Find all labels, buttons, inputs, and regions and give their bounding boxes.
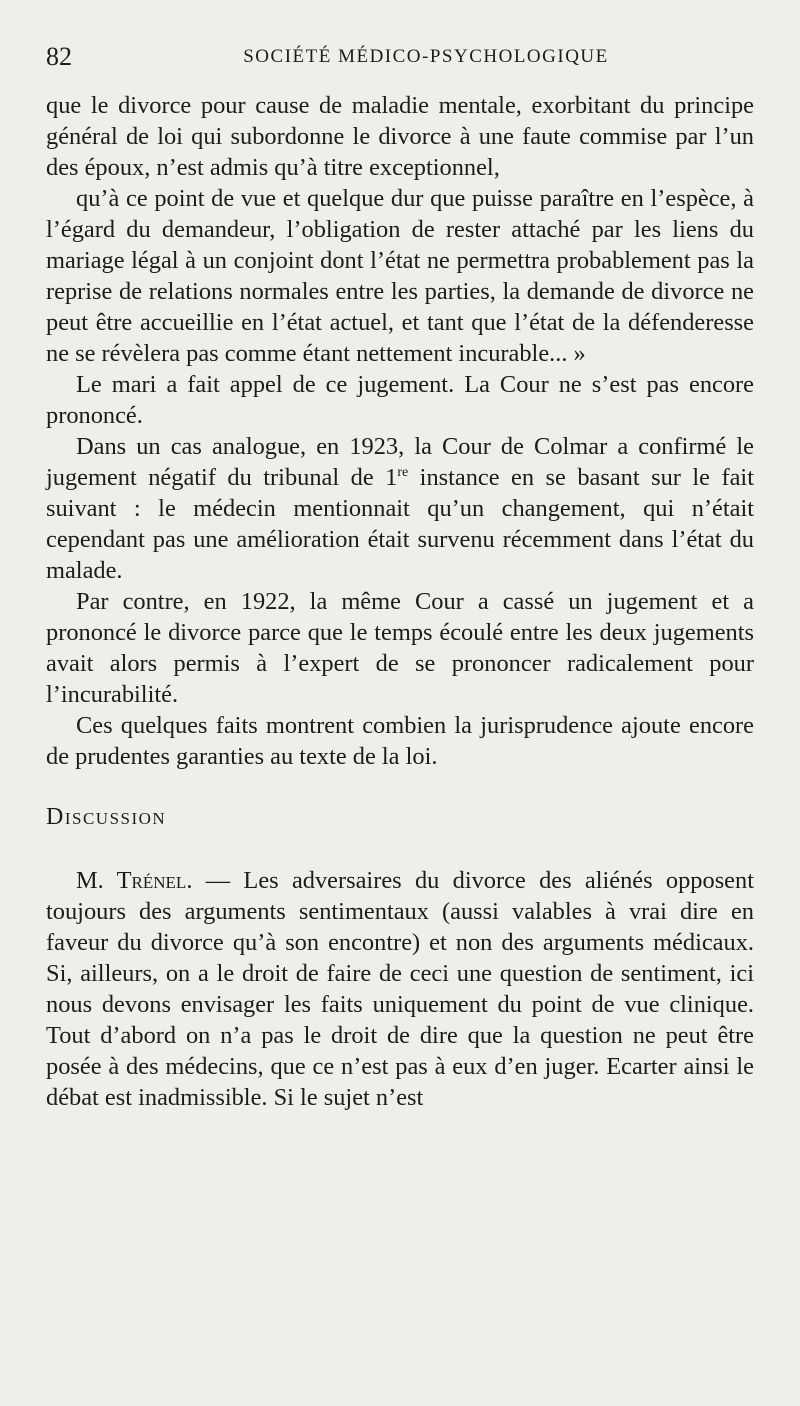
paragraph-point-de-vue: qu’à ce point de vue et quelque dur que puisse paraître en l’espèce, à l’égard du demandeur, l’obligation de rester attaché par les liens du mariage légal à un conjoint dont l’état ne permettra probablement pas la reprise de relations normales entre les parties, la demande de divorce ne peut être accueillie en l’état actuel, et tant que l’état de la défenderesse ne se révèlera pas comme étant nettement incurable... » <box>46 185 754 367</box>
trenel-text: Les adversaires du divorce des aliénés opposent toujours des arguments sentimentaux (aussi valables à vrai dire en faveur du divorce qu’à son encontre) et non des arguments médicaux. Si, ailleurs, on a le droit de faire de ceci une question de sentiment, ici nous devons envisager les faits uniquement du point de vue clinique. Tout d’abord on n’a pas le droit de dire que la question ne peut être posée à des médecins, que ce n’est pas à eux d’en juger. Ecarter ainsi le débat est inadmissible. Si le sujet n’est <box>46 867 754 1111</box>
body-text <box>46 90 754 1113</box>
paragraph-trenel <box>46 865 754 1113</box>
running-title: SOCIÉTÉ MÉDICO-PSYCHOLOGIQUE <box>243 46 609 67</box>
speaker-name: M. Trénel. <box>76 867 193 894</box>
paragraph-par-contre: Par contre, en 1922, la même Cour a cassé un jugement et a prononcé le divorce parce que le temps écoulé entre les deux jugements avait alors permis à l’expert de se prononcer radicalement pour l’incurabilité. <box>46 588 754 708</box>
paragraph-appel: Le mari a fait appel de ce jugement. La Cour ne s’est pas encore prononcé. <box>46 371 754 429</box>
colmar-text-after: instance en se basant sur le fait suivant : le médecin mentionnait qu’un changement, qui n’était cependant pas une amélioration était survenu récemment dans l’état du malade. <box>46 464 754 584</box>
speaker-dash: — <box>192 867 244 894</box>
paragraph-colmar <box>46 431 754 586</box>
discussion-heading: Discussion <box>46 804 167 830</box>
page-number: 82 <box>46 42 72 71</box>
colmar-superscript: re <box>397 464 409 480</box>
paragraph-quelques-faits: Ces quelques faits montrent combien la jurisprudence ajoute encore de prudentes garanties au texte de la loi. <box>46 712 754 770</box>
paragraph-divorce-exception: que le divorce pour cause de maladie mentale, exorbitant du principe général de loi qui subordonne le divorce à une faute commise par l’un des époux, n’est admis qu’à titre exceptionnel, <box>46 92 754 181</box>
colmar-text-before: Dans un cas analogue, en 1923, la Cour de Colmar a confirmé le jugement négatif du tribunal de 1 <box>46 433 754 491</box>
page-header <box>46 40 766 74</box>
